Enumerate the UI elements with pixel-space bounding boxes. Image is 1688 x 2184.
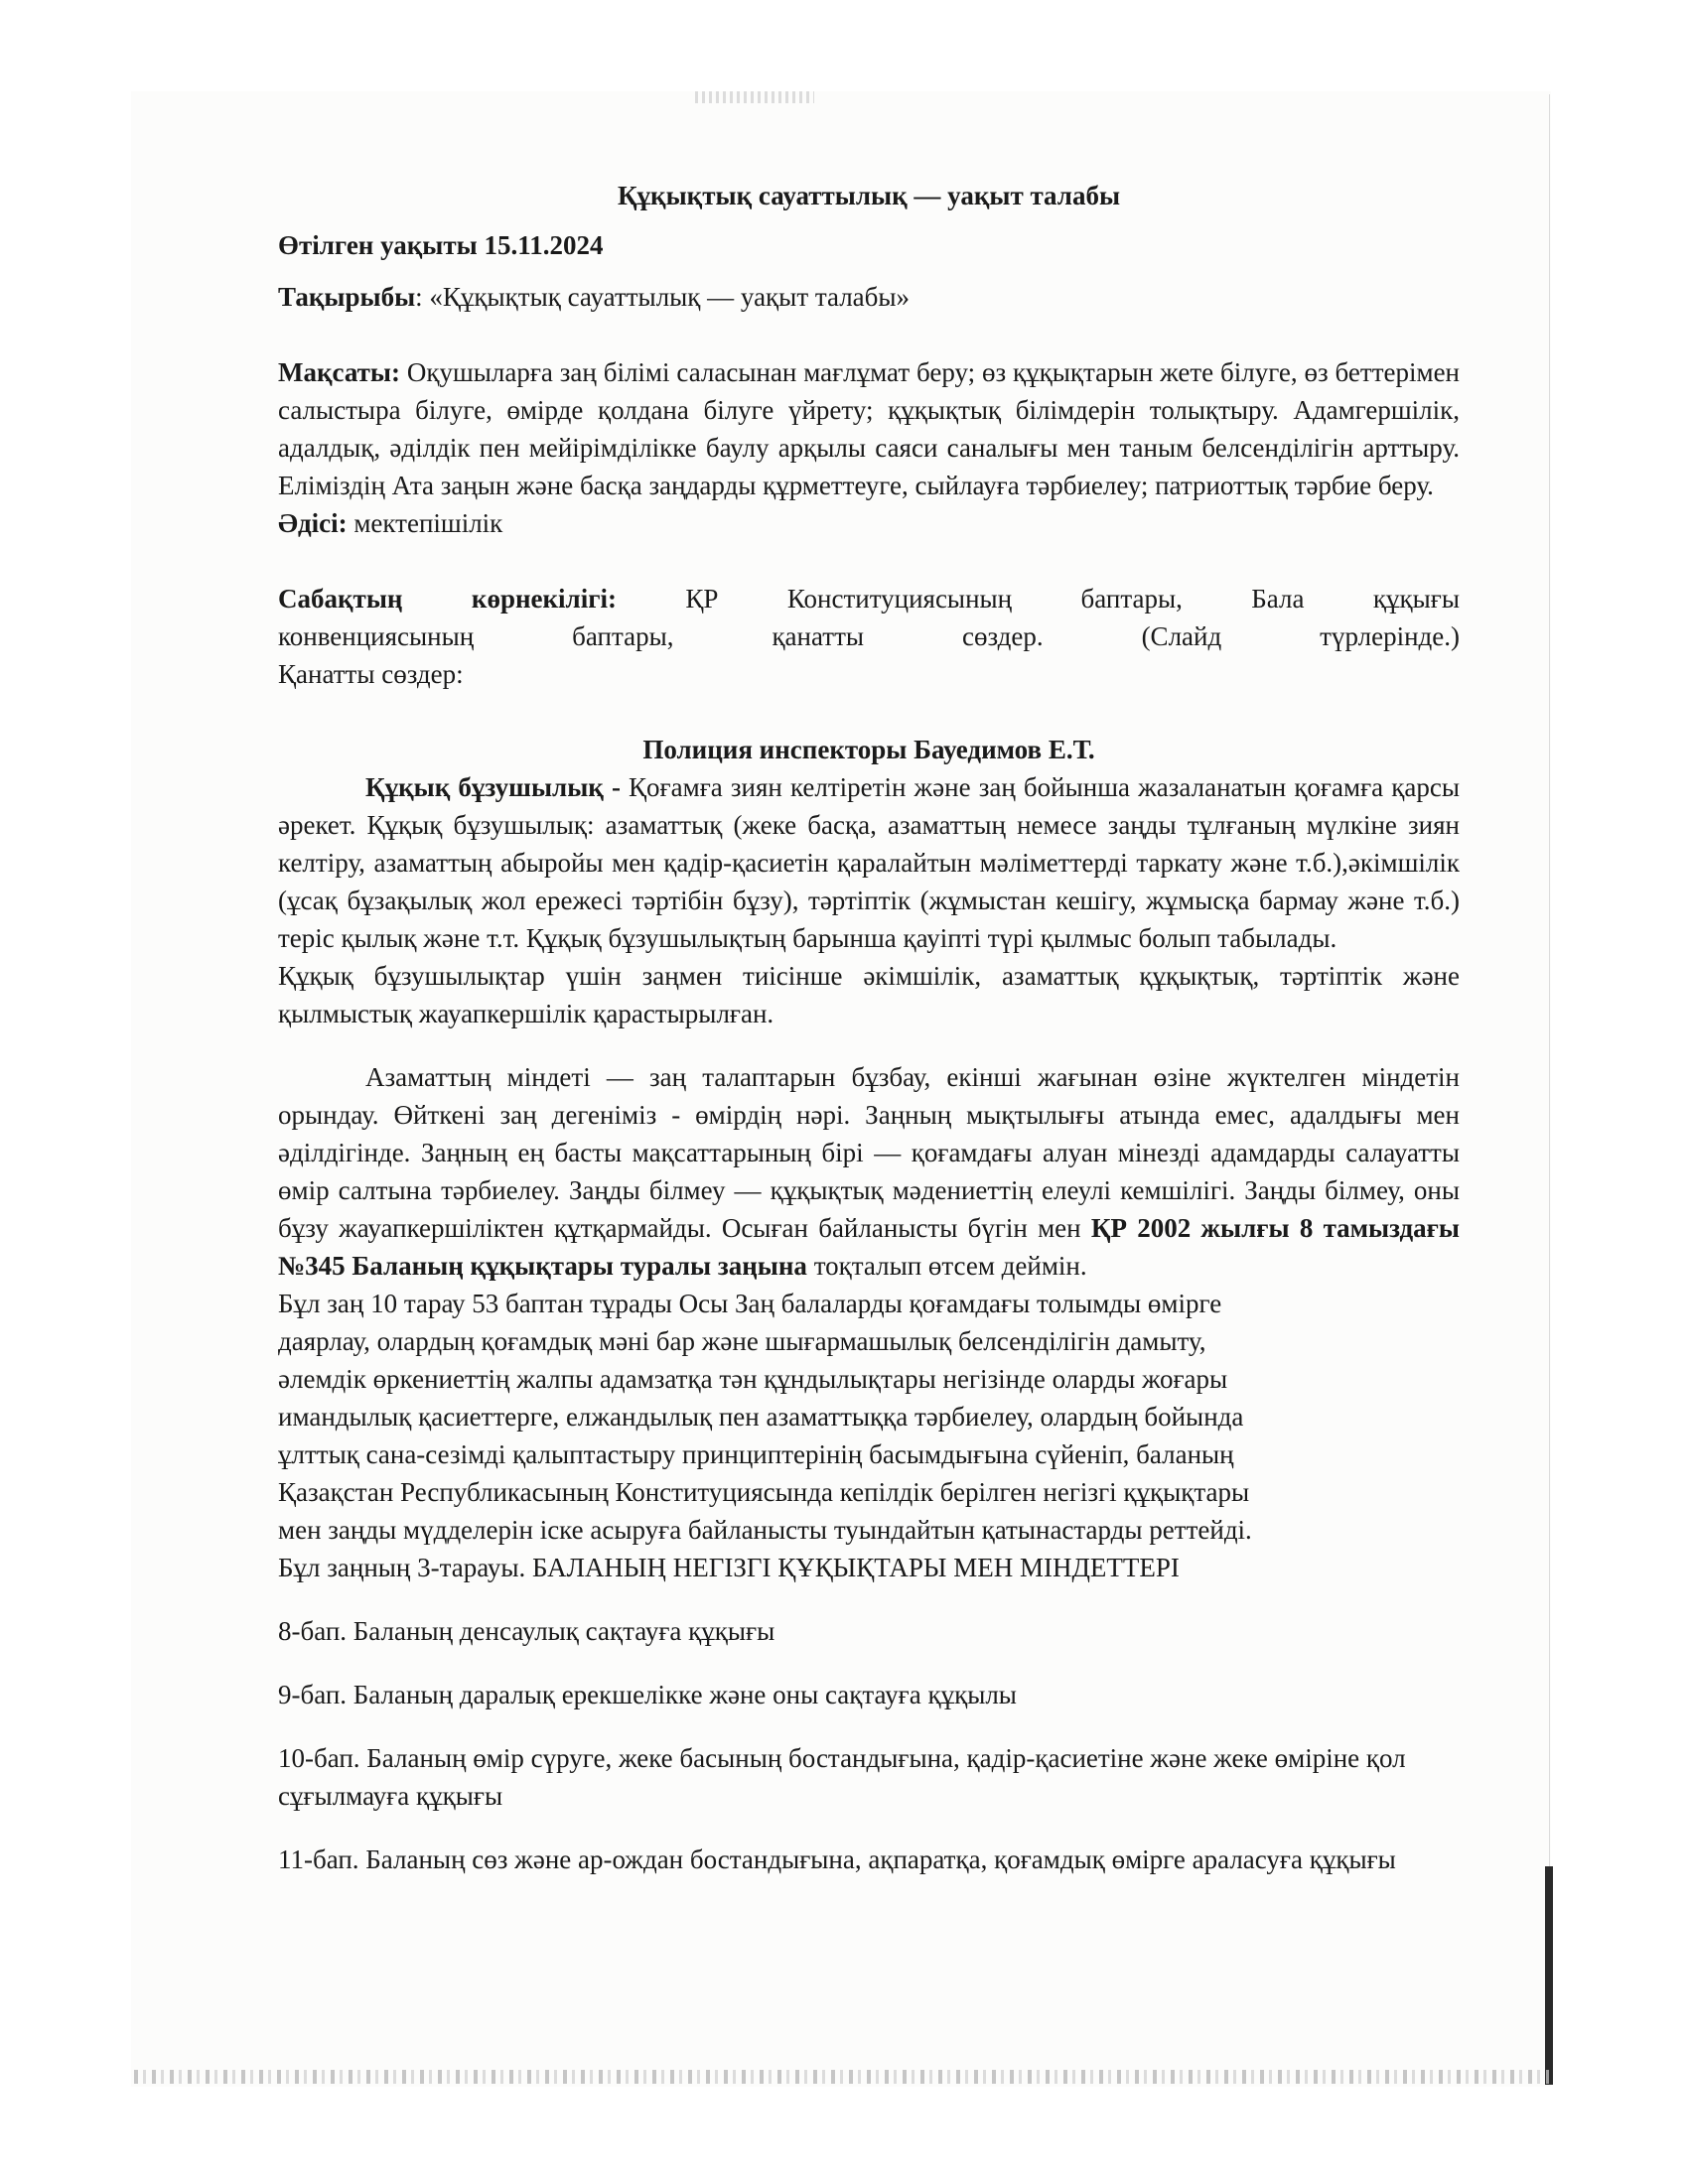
visual-aids-word: түрлерінде.)	[1320, 621, 1460, 651]
duty-text-before: Азаматтың міндеті — заң талаптарын бұзбау, екінші жағынан өзіне жүктелген міндетін орындау. Өйткені заң дегеніміз - өмірдің нәрі. Заңның мықтылығы атында емес, адалдығы мен әділдігінде. Заңның ең басты мақсаттарының бірі — қоғамдағы алуан мінезді адамдарды салауатты өмір салтына тәрбиелеу. Заңды білмеу — құқықтық мәдениеттің елеулі кемшілігі. Заңды білмеу, оны бұзу жауапкершіліктен құтқармайды. Осыған байланысты бүгін мен	[278, 1062, 1460, 1243]
visual-aids-word: (Слайд	[1141, 621, 1222, 651]
visual-aids-label-1: Сабақтың	[278, 584, 403, 614]
law-line: Бұл заңның 3-тарауы. БАЛАНЫҢ НЕГІЗГІ ҚҰҚЫҚТАРЫ МЕН МІНДЕТТЕРІ	[278, 1553, 1180, 1582]
document-body	[278, 177, 1460, 1878]
offense-paragraph	[278, 768, 1460, 957]
law-description	[278, 1285, 1460, 1586]
article-8: 8-бап. Баланың денсаулық сақтауға құқығы	[278, 1616, 775, 1646]
speaker-heading: Полиция инспекторы Бауедимов Е.Т.	[642, 735, 1095, 764]
goal-text: Оқушыларға заң білімі саласынан мағлұмат беру; өз құқықтарын жете білуге, өз беттерімен салыстыра білуге, өмірде қолдана білуге үйрету; құқықтық білімдерін толықтыру. Адамгершілік, адалдық, әділдік пен мейірімділікке баулу арқылы саяси саналығы мен таным белсенділігін арттыру. Еліміздің Ата заңын және басқа заңдарды құрметтеуге, сыйлауға тәрбиелеу; патриоттық тәрбие беру.	[278, 357, 1460, 500]
visual-aids-line-3: Қанатты сөздер:	[278, 659, 464, 689]
topic-line	[278, 278, 1460, 316]
liability-paragraph: Құқық бұзушылықтар үшін заңмен тиісінше әкімшілік, азаматтық құқықтық, тәртіптік және қылмыстық жауапкершілік қарастырылған.	[278, 961, 1460, 1028]
topic-text: : «Құқықтық сауаттылық — уақыт талабы»	[415, 282, 911, 312]
paper-edge	[1549, 94, 1550, 1871]
visual-aids-line-2	[278, 617, 1460, 655]
date-line: Өтілген уақыты 15.11.2024	[278, 230, 604, 260]
visual-aids-word: Бала	[1251, 584, 1305, 614]
law-line: әлемдік өркениеттің жалпы адамзатқа тән құндылықтары негізінде оларды жоғары	[278, 1364, 1228, 1394]
visual-aids-line-1	[278, 580, 1460, 617]
visual-aids-word: қанатты	[772, 621, 865, 651]
method-label: Әдісі:	[278, 508, 348, 538]
offense-text: Қоғамға зиян келтіретін және заң бойынша жазаланатын қоғамға қарсы әрекет. Құқық бұзушылық: азаматтық (жеке басқа, азаматтың немесе заңды тұлғаның мүлкіне зиян келтіру, азаматтың абыройы мен қадір-қасиетін қаралайтын мәліметтерді таркату және т.б.),әкімшілік (ұсақ бұзақылық жол ережесі тәртібін бұзу), тәртіптік (жұмыстан кешігу, жұмысқа бармау және т.б.) теріс қылық және т.т. Құқық бұзушылықтың барынша қауіпті түрі қылмыс болып табылады.	[278, 772, 1460, 953]
visual-aids-word: құқығы	[1372, 584, 1460, 614]
visual-aids-label-2: көрнекілігі:	[471, 584, 617, 614]
law-title-bold: ҚР 2002 жылғы 8 тамыздағы №345 Баланың құқықтары туралы заңына	[278, 1213, 1461, 1281]
visual-aids-block	[278, 580, 1460, 693]
visual-aids-word: Конституциясының	[786, 584, 1013, 614]
visual-aids-word: баптары,	[1080, 584, 1183, 614]
scan-edge-shadow	[1545, 1866, 1553, 2085]
article-11: 11-бап. Баланың сөз және ар-ождан бостандығына, ақпаратқа, қоғамдық өмірге араласуға құқығы	[278, 1844, 1396, 1874]
law-line: Бұл заң 10 тарау 53 баптан тұрады Осы Заң балаларды қоғамдағы толымды өмірге	[278, 1289, 1222, 1318]
visual-aids-word: баптары,	[572, 621, 674, 651]
method-text: мектепішілік	[347, 508, 503, 538]
article-10: 10-бап. Баланың өмір сүруге, жеке басының бостандығына, қадір-қасиетіне және жеке өміріне қол сұғылмауға құқығы	[278, 1743, 1406, 1811]
offense-term: Құқық бұзушылық -	[365, 772, 621, 802]
visual-aids-word: сөздер.	[961, 621, 1044, 651]
goal-paragraph	[278, 353, 1460, 504]
goal-label: Мақсаты:	[278, 357, 400, 387]
topic-label: Тақырыбы	[278, 282, 416, 312]
document-title: Құқықтық сауаттылық — уақыт талабы	[617, 181, 1121, 210]
visual-aids-word: ҚР	[685, 584, 719, 614]
law-line: Қазақстан Республикасының Конституциясында кепілдік берілген негізгі құқықтары	[278, 1477, 1250, 1507]
law-line: даярлау, олардың қоғамдық мәні бар және шығармашылық белсенділігін дамыту,	[278, 1326, 1206, 1356]
law-line: мен заңды мүдделерін іске асыруға байланысты туындайтын қатынастарды реттейді.	[278, 1515, 1252, 1545]
scan-artifact-bottom	[134, 2070, 1549, 2084]
law-line: имандылық қасиеттерге, елжандылық пен азаматтыққа тәрбиелеу, олардың бойында	[278, 1402, 1244, 1432]
duty-text-after: тоқталып өтсем деймін.	[806, 1251, 1087, 1281]
visual-aids-word: конвенциясының	[278, 621, 475, 651]
duty-paragraph	[278, 1058, 1460, 1285]
method-line	[278, 504, 1460, 542]
law-line: ұлттық сана-сезімді қалыптастыру принциптерінің басымдығына сүйеніп, баланың	[278, 1439, 1234, 1469]
article-9: 9-бап. Баланың даралық ерекшелікке және оны сақтауға құқылы	[278, 1680, 1017, 1709]
scan-artifact-top	[695, 91, 814, 103]
